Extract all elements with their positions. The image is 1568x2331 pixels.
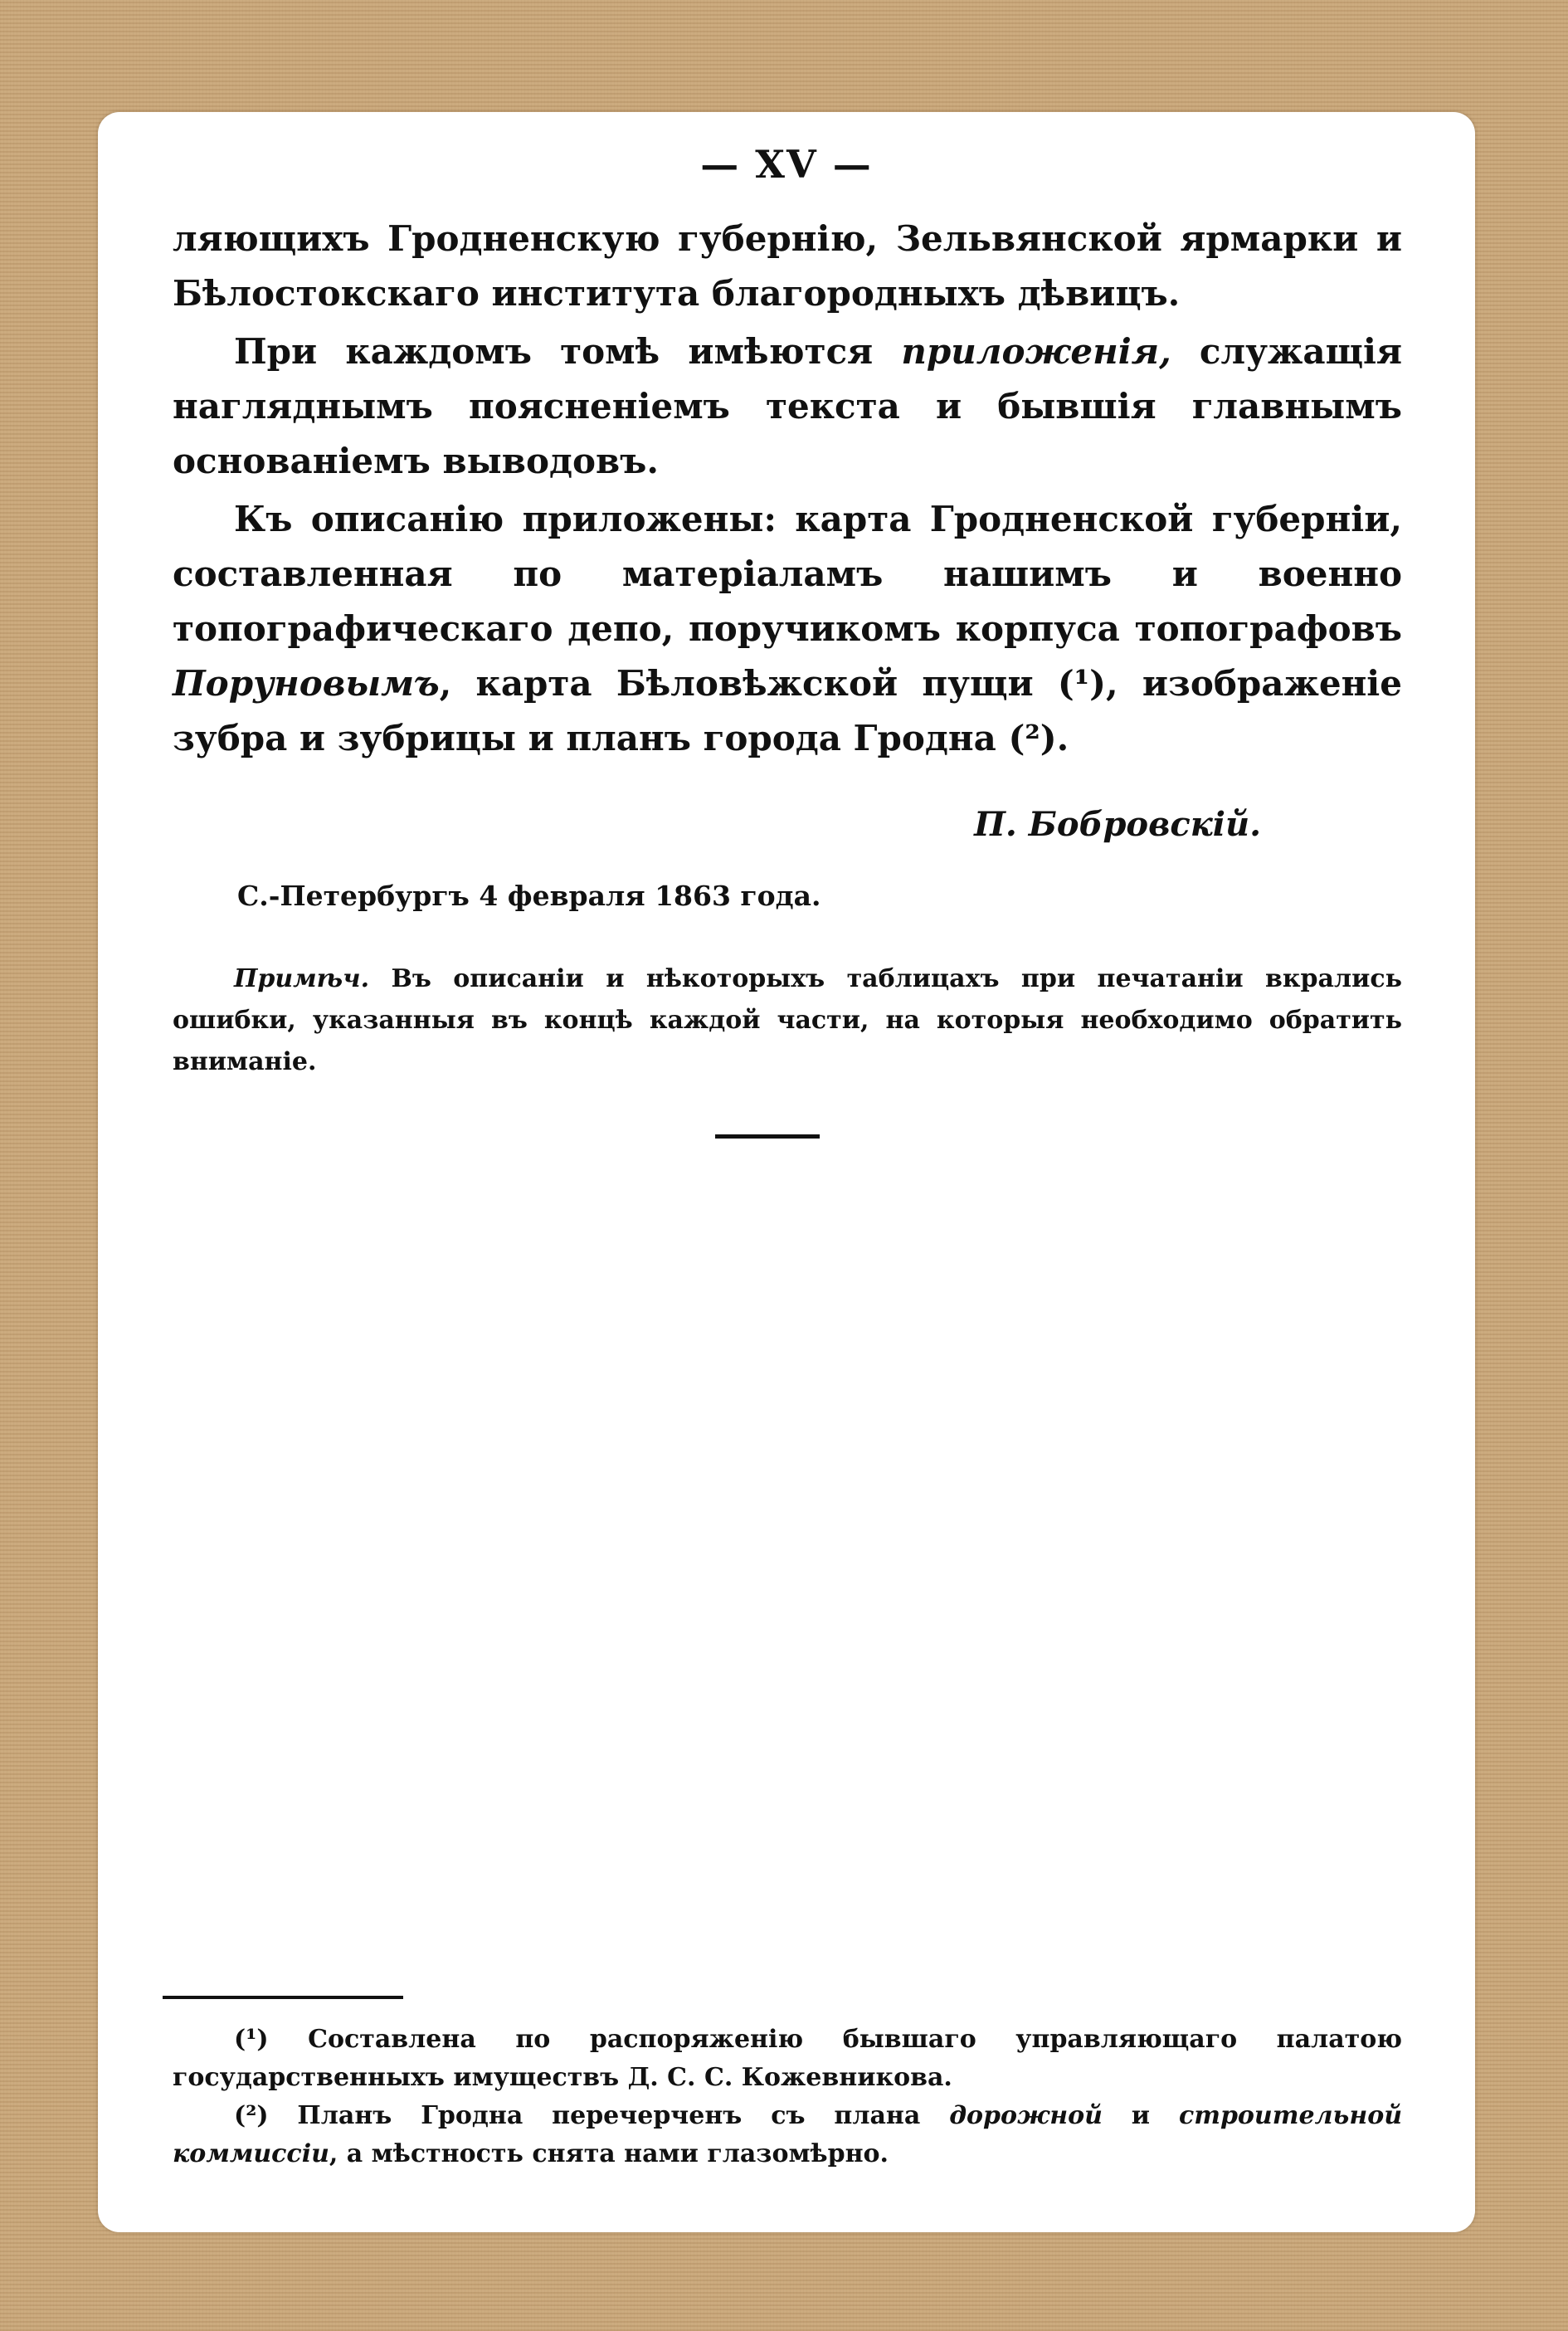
footnote-2-emphasis-2: строительной коммиссіи (173, 2101, 1403, 2168)
footnote-2-before: (²) Планъ Гродна перечерченъ съ плана (234, 2101, 950, 2130)
footnotes (173, 2021, 1402, 2173)
paragraph-2-before: При каждомъ томѣ имѣются (234, 331, 902, 372)
paragraph-2-emphasis: приложенія, (901, 331, 1171, 372)
footnote-2-middle: и (1102, 2101, 1179, 2130)
footnote-2 (173, 2097, 1402, 2173)
paragraph-2-after: служащія нагляднымъ поясненіемъ текста и бывшія главнымъ основаніемъ выводовъ. (173, 331, 1403, 481)
main-text (173, 212, 1402, 769)
note-text: Въ описаніи и нѣкоторыхъ таблицахъ при печатаніи вкрались ошибки, указанныя въ концѣ каждой части, на которыя необходимо обратить вниманіе. (173, 964, 1402, 1076)
errata-note (173, 958, 1402, 1083)
paragraph-3 (173, 492, 1402, 766)
paragraph-3-emphasis: Поруновымъ (173, 663, 440, 704)
footnote-divider (163, 1996, 403, 1999)
section-divider (715, 1134, 820, 1139)
paragraph-2 (173, 324, 1402, 489)
footnote-2-emphasis-1: дорожной (949, 2101, 1103, 2130)
paragraph-3-after: , карта Бѣловѣжской пущи (¹), изображеніе зубра и зубрицы и планъ города Гродна (²). (173, 663, 1402, 758)
note-label: Примѣч. (234, 964, 370, 993)
page-number: — XV — (700, 142, 873, 187)
footnote-2-after: , а мѣстность снята нами глазомѣрно. (329, 2139, 889, 2168)
author-signature: П. Бобровскій. (974, 805, 1261, 844)
paragraph-1: ляющихъ Гродненскую губернію, Зельвянской ярмарки и Бѣлостокскаго института благородныхъ дѣвицъ. (173, 218, 1402, 314)
place-and-date: С.-Петербургъ 4 февраля 1863 года. (237, 880, 821, 912)
footnote-1: (¹) Составлена по распоряженію бывшаго управляющаго палатою государственныхъ имуществъ Д. С. С. Кожевникова. (173, 2025, 1402, 2092)
book-page (98, 112, 1475, 2232)
paragraph-3-before: Къ описанію приложены: карта Гродненской губерніи, составленная по матеріаламъ нашимъ и военно топографическаго депо, поручикомъ корпуса топографовъ (173, 499, 1402, 649)
